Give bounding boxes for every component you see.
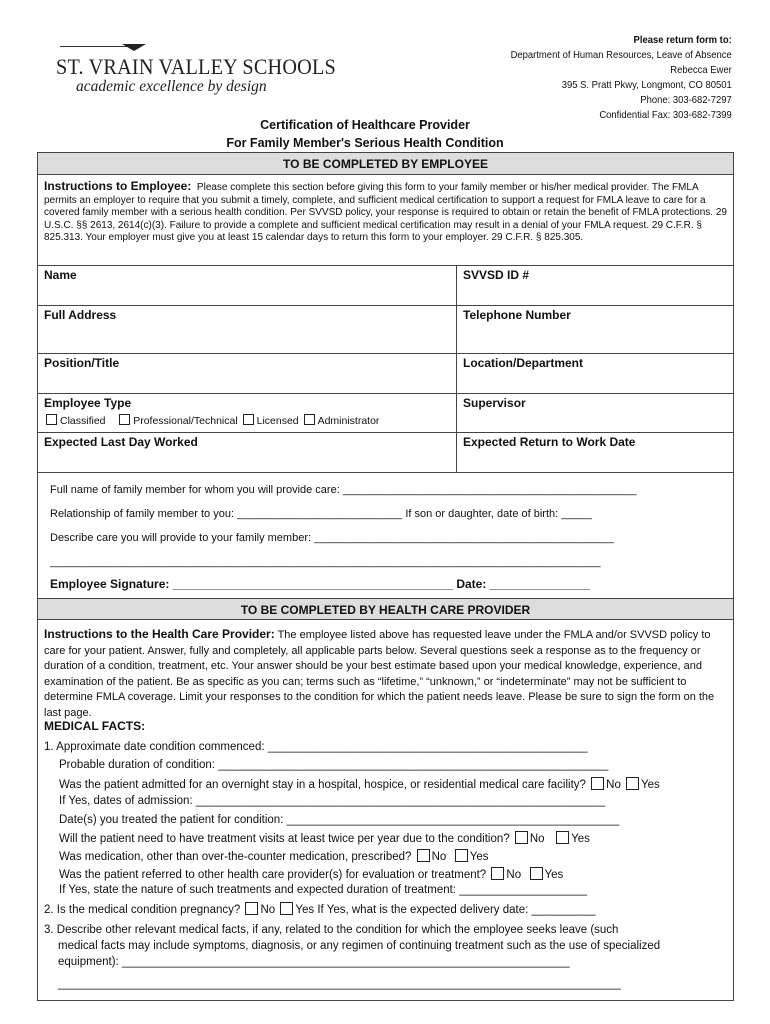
q1-visits-yes-checkbox[interactable]: [556, 831, 569, 844]
employee-section-header: TO BE COMPLETED BY EMPLOYEE: [38, 153, 733, 175]
describe-care-line[interactable]: Describe care you will provide to your family member: _________________________________________________: [50, 532, 614, 544]
hcp-instructions: [44, 627, 728, 721]
row-dates: [38, 432, 733, 472]
employee-instructions-text: Please complete this section before giving this form to your family member or his/her medical provider. The FMLA permits an employer to require that you submit a timely, complete, and sufficient medical certification to support a request for FMLA leave to care for a covered family member with a serious health condition. Per SVVSD policy, your response is required to obtain or retain the benefit of FMLA protections. 29 U.S.C. §§ 2613, 2614(c)(3). Failure to provide a complete and sufficient medical certification may result in a denial of your FMLA request. 29 C.F.R. § 825.313. Your employer must give you at least 15 calendar days to return this form to your employer. 29 C.F.R. § 825.305.: [44, 182, 727, 243]
q1-medication: [59, 849, 488, 863]
q1-overnight-no-label: No: [606, 779, 621, 791]
q1-date-commenced[interactable]: 1. Approximate date condition commenced: __________________________________________________: [44, 741, 588, 753]
row-name: [38, 265, 733, 305]
q2-yes-label: Yes: [295, 904, 315, 916]
q1-visits-no-checkbox[interactable]: [515, 831, 528, 844]
hcp-instructions-label: Instructions to the Health Care Provider:: [44, 627, 275, 641]
licensed-checkbox[interactable]: [243, 414, 254, 425]
q3-equipment[interactable]: equipment): ______________________________________________________________________: [58, 956, 570, 968]
q1-referred: [59, 867, 563, 881]
q1-medication-yes-label: Yes: [469, 851, 489, 863]
logo-name: ST. VRAIN VALLEY SCHOOLS: [56, 54, 336, 79]
form-title: Certification of Healthcare Provider: [260, 118, 470, 132]
employee-type-label: Employee Type: [44, 396, 132, 410]
professional-label: Professional/Technical: [133, 415, 238, 427]
q1-medication-yes-checkbox[interactable]: [455, 849, 468, 862]
q1-referred-no-label: No: [506, 869, 522, 881]
relationship-line[interactable]: Relationship of family member to you: ___________________________ If son or daughter, date of birth: _____: [50, 508, 592, 520]
q2-text: 2. Is the medical condition pregnancy?: [44, 904, 241, 916]
hcp-section-header: TO BE COMPLETED BY HEALTH CARE PROVIDER: [38, 598, 733, 620]
row-position: [38, 353, 733, 393]
classified-checkbox[interactable]: [46, 414, 57, 425]
return-line: Department of Human Resources, Leave of Absence: [510, 49, 732, 61]
employee-signature-line[interactable]: Employee Signature: __________________________________________ Date: _______________: [50, 577, 590, 591]
employee-type-checks: [44, 414, 379, 427]
q2-pregnancy: [44, 902, 595, 916]
q3-blank-line[interactable]: ________________________________________________________________________________________: [58, 978, 621, 990]
form-subtitle: For Family Member's Serious Health Condition: [226, 136, 504, 150]
return-line: Confidential Fax: 303-682-7399: [599, 109, 732, 121]
return-date-field[interactable]: Expected Return to Work Date: [463, 435, 636, 449]
q1-admission-dates[interactable]: If Yes, dates of admission: ________________________________________________________________: [59, 795, 606, 807]
administrator-checkbox[interactable]: [304, 414, 315, 425]
q1-overnight-no-checkbox[interactable]: [591, 777, 604, 790]
q3-line2: medical facts may include symptoms, diagnosis, or any regimen of continuing treatment such as the use of specialized: [58, 940, 661, 952]
q1-treatment-nature[interactable]: If Yes, state the nature of such treatments and expected duration of treatment: ____________________: [59, 884, 588, 896]
employee-instructions: [44, 180, 728, 245]
q1-referred-no-checkbox[interactable]: [491, 867, 504, 880]
return-address-block: [486, 33, 732, 123]
q1-visits-no-label: No: [529, 833, 545, 845]
q1-referred-yes-checkbox[interactable]: [530, 867, 543, 880]
logo-tagline: academic excellence by design: [76, 78, 267, 95]
q1-visits-text: Will the patient need to have treatment visits at least twice per year due to the condition?: [59, 833, 510, 845]
telephone-field[interactable]: Telephone Number: [463, 308, 571, 322]
family-name-line[interactable]: Full name of family member for whom you will provide care: ________________________________________________: [50, 484, 637, 496]
q1-medication-text: Was medication, other than over-the-counter medication, prescribed?: [59, 851, 412, 863]
q2-no-checkbox[interactable]: [245, 902, 258, 915]
q1-overnight-text: Was the patient admitted for an overnight stay in a hospital, hospice, or residential medical care facility?: [59, 779, 586, 791]
q2-no-label: No: [260, 904, 276, 916]
q1-treatment-visits: [59, 831, 590, 845]
q2-delivery-date[interactable]: If Yes, what is the expected delivery date: __________: [317, 904, 596, 916]
q1-visits-yes-label: Yes: [571, 833, 590, 845]
q1-treated-dates[interactable]: Date(s) you treated the patient for condition: ____________________________________________________: [59, 814, 620, 826]
care-blank-line[interactable]: __________________________________________________________________________________________: [50, 556, 601, 568]
full-address-field[interactable]: Full Address: [38, 306, 457, 353]
hcp-instructions-text: The employee listed above has requested leave under the FMLA and/or SVVSD policy to care for your patient. Answer, fully and completely, all applicable parts below. Several questions seek a response as to the frequency or duration of a condition, treatment, etc. Your answer should be your best estimate based upon your medical knowledge, experience, and examination of the patient. Be as specific as you can; terms such as “lifetime,” “unknown,” or “indeterminate” may not be sufficient to determine FMLA coverage. Limit your responses to the condition for which the patient needs leave. Please be sure to sign the form on the last page.: [44, 629, 715, 719]
return-line: Rebecca Ewer: [670, 64, 732, 76]
logo-wing-mark: [122, 44, 146, 51]
classified-label: Classified: [60, 415, 106, 427]
administrator-label: Administrator: [317, 415, 380, 427]
q1-medication-no-checkbox[interactable]: [417, 849, 430, 862]
return-title: Please return form to:: [633, 34, 732, 46]
return-line: Phone: 303-682-7297: [640, 94, 732, 106]
professional-checkbox[interactable]: [119, 414, 130, 425]
q1-overnight-yes-label: Yes: [641, 779, 660, 791]
q1-medication-no-label: No: [431, 851, 447, 863]
q3-line1: 3. Describe other relevant medical facts, if any, related to the condition for which the employee seeks leave (such: [44, 924, 619, 936]
last-day-field[interactable]: Expected Last Day Worked: [38, 433, 457, 472]
q1-overnight-yes-checkbox[interactable]: [626, 777, 639, 790]
q1-referred-text: Was the patient referred to other health care provider(s) for evaluation or treatment?: [59, 869, 487, 881]
q1-overnight-stay: [59, 777, 660, 791]
name-field[interactable]: Name: [38, 266, 457, 305]
licensed-label: Licensed: [256, 415, 299, 427]
employee-instructions-label: Instructions to Employee:: [44, 179, 192, 193]
form-body: [37, 152, 734, 1001]
medical-facts-heading: MEDICAL FACTS:: [44, 719, 146, 733]
employee-type-field: [38, 394, 457, 432]
supervisor-field[interactable]: Supervisor: [463, 396, 526, 410]
q1-referred-yes-label: Yes: [544, 869, 564, 881]
row-address: [38, 305, 733, 353]
svvsd-id-field[interactable]: SVVSD ID #: [463, 268, 530, 282]
row-employee-type: [38, 393, 733, 432]
q1-duration[interactable]: Probable duration of condition: _____________________________________________________________: [59, 759, 609, 771]
return-line: 395 S. Pratt Pkwy, Longmont, CO 80501: [561, 79, 732, 91]
family-member-block: [38, 472, 733, 598]
location-field[interactable]: Location/Department: [463, 356, 584, 370]
position-field[interactable]: Position/Title: [38, 354, 457, 393]
q2-yes-checkbox[interactable]: [280, 902, 293, 915]
